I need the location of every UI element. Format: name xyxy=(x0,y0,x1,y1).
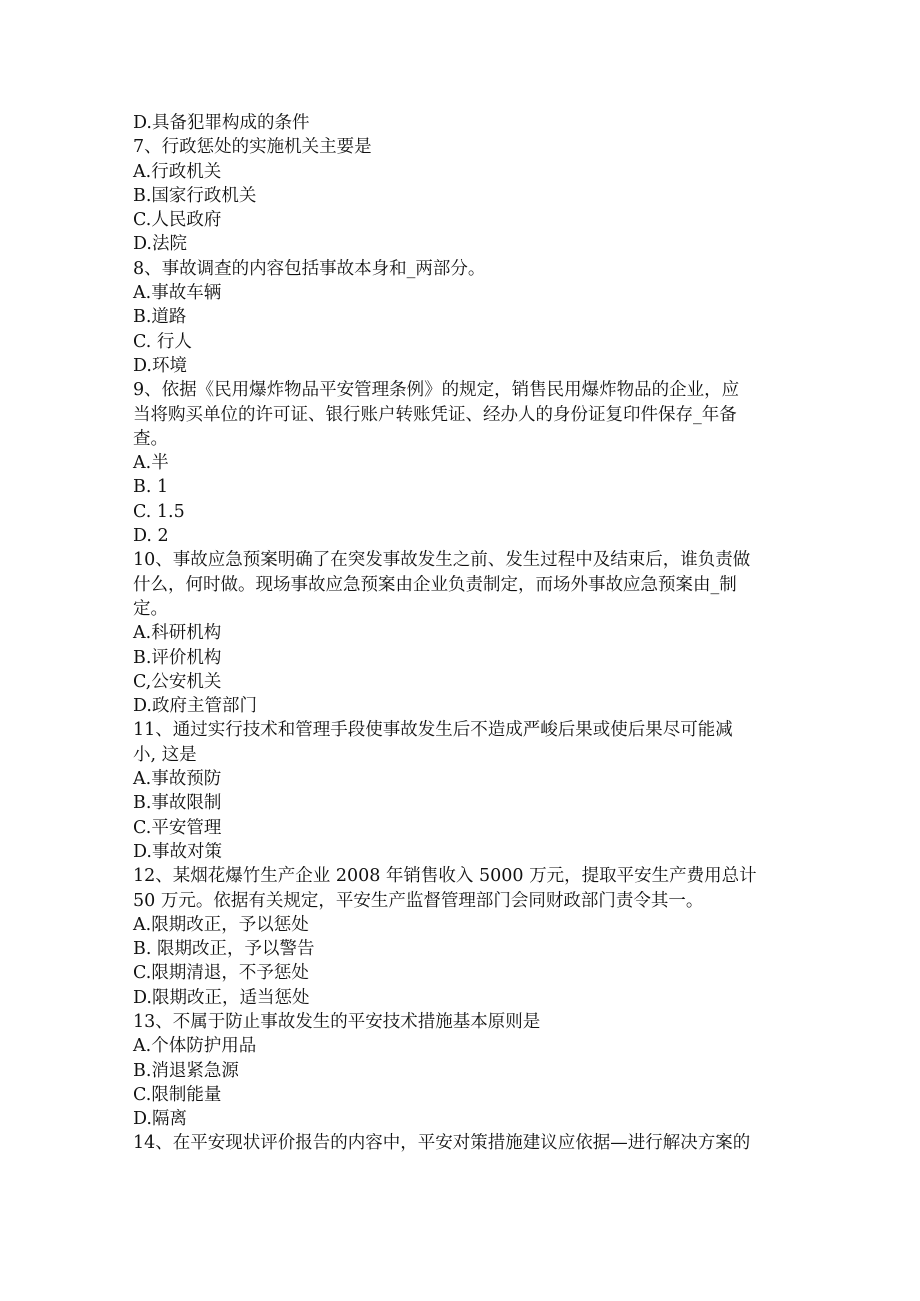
option-line: B.消退紧急源 xyxy=(133,1060,239,1081)
question-9-cont: 当将购买单位的许可证、银行账户转账凭证、经办人的身份证复印件保存_年备 xyxy=(133,404,737,425)
option-line: B.评价机构 xyxy=(133,647,222,668)
option-line: B. 限期改正，予以警告 xyxy=(133,939,315,960)
question-13: 13、不属于防止事故发生的平安技术措施基本原则是 xyxy=(133,1011,541,1032)
option-line: B.道路 xyxy=(133,307,187,328)
option-line: D.隔离 xyxy=(133,1109,187,1130)
option-line: C. 行人 xyxy=(133,331,192,352)
question-9-cont: 查。 xyxy=(133,428,168,449)
option-line: C.限制能量 xyxy=(133,1084,222,1105)
option-line: C. 1.5 xyxy=(133,501,185,522)
question-9: 9、依据《民用爆炸物品平安管理条例》的规定，销售民用爆炸物品的企业，应 xyxy=(133,380,740,401)
text-line: D.具备犯罪构成的条件 xyxy=(133,113,310,133)
question-11-cont: 小, 这是 xyxy=(133,744,197,765)
option-line: B. 1 xyxy=(133,477,169,498)
option-line: D.限期改正，适当惩处 xyxy=(133,987,310,1008)
option-line: D.政府主管部门 xyxy=(133,696,257,717)
option-line: A.事故预防 xyxy=(133,769,222,790)
option-line: A.科研机构 xyxy=(133,623,222,644)
question-11: 11、通过实行技术和管理手段使事故发生后不造成严峻后果或使后果尽可能减 xyxy=(133,720,733,741)
option-line: B.事故限制 xyxy=(133,793,222,814)
option-line: A.行政机关 xyxy=(133,161,222,182)
question-8: 8、事故调查的内容包括事故本身和_两部分。 xyxy=(133,258,486,279)
question-7: 7、行政惩处的实施机关主要是 xyxy=(133,137,372,158)
option-line: A.限期改正，予以惩处 xyxy=(133,914,309,935)
question-14: 14、在平安现状评价报告的内容中，平安对策措施建议应依据—进行解决方案的 xyxy=(133,1133,751,1154)
option-line: C.限期清退，不予惩处 xyxy=(133,963,309,984)
question-10: 10、事故应急预案明确了在突发事故发生之前、发生过程中及结束后，谁负责做 xyxy=(133,550,751,571)
option-line: D.事故对策 xyxy=(133,841,222,862)
option-line: B.国家行政机关 xyxy=(133,185,257,206)
option-line: D.环境 xyxy=(133,355,187,376)
option-line: C.平安管理 xyxy=(133,817,222,838)
question-10-cont: 什么，何时做。现场事故应急预案由企业负责制定，而场外事故应急预案由_制 xyxy=(133,574,737,595)
option-line: A.个体防护用品 xyxy=(133,1036,257,1057)
question-10-cont: 定。 xyxy=(133,598,168,619)
option-line: A.事故车辆 xyxy=(133,283,222,304)
question-12-cont: 50 万元。依据有关规定，平安生产监督管理部门会同财政部门责令其一。 xyxy=(133,890,704,911)
option-line: C,公安机关 xyxy=(133,671,222,692)
option-line: C.人民政府 xyxy=(133,210,222,231)
document-page xyxy=(133,111,793,1156)
question-12: 12、某烟花爆竹生产企业 2008 年销售收入 5000 万元，提取平安生产费用总计 xyxy=(133,866,757,887)
option-line: A.半 xyxy=(133,453,169,474)
option-line: D.法院 xyxy=(133,234,187,255)
option-line: D. 2 xyxy=(133,526,169,547)
